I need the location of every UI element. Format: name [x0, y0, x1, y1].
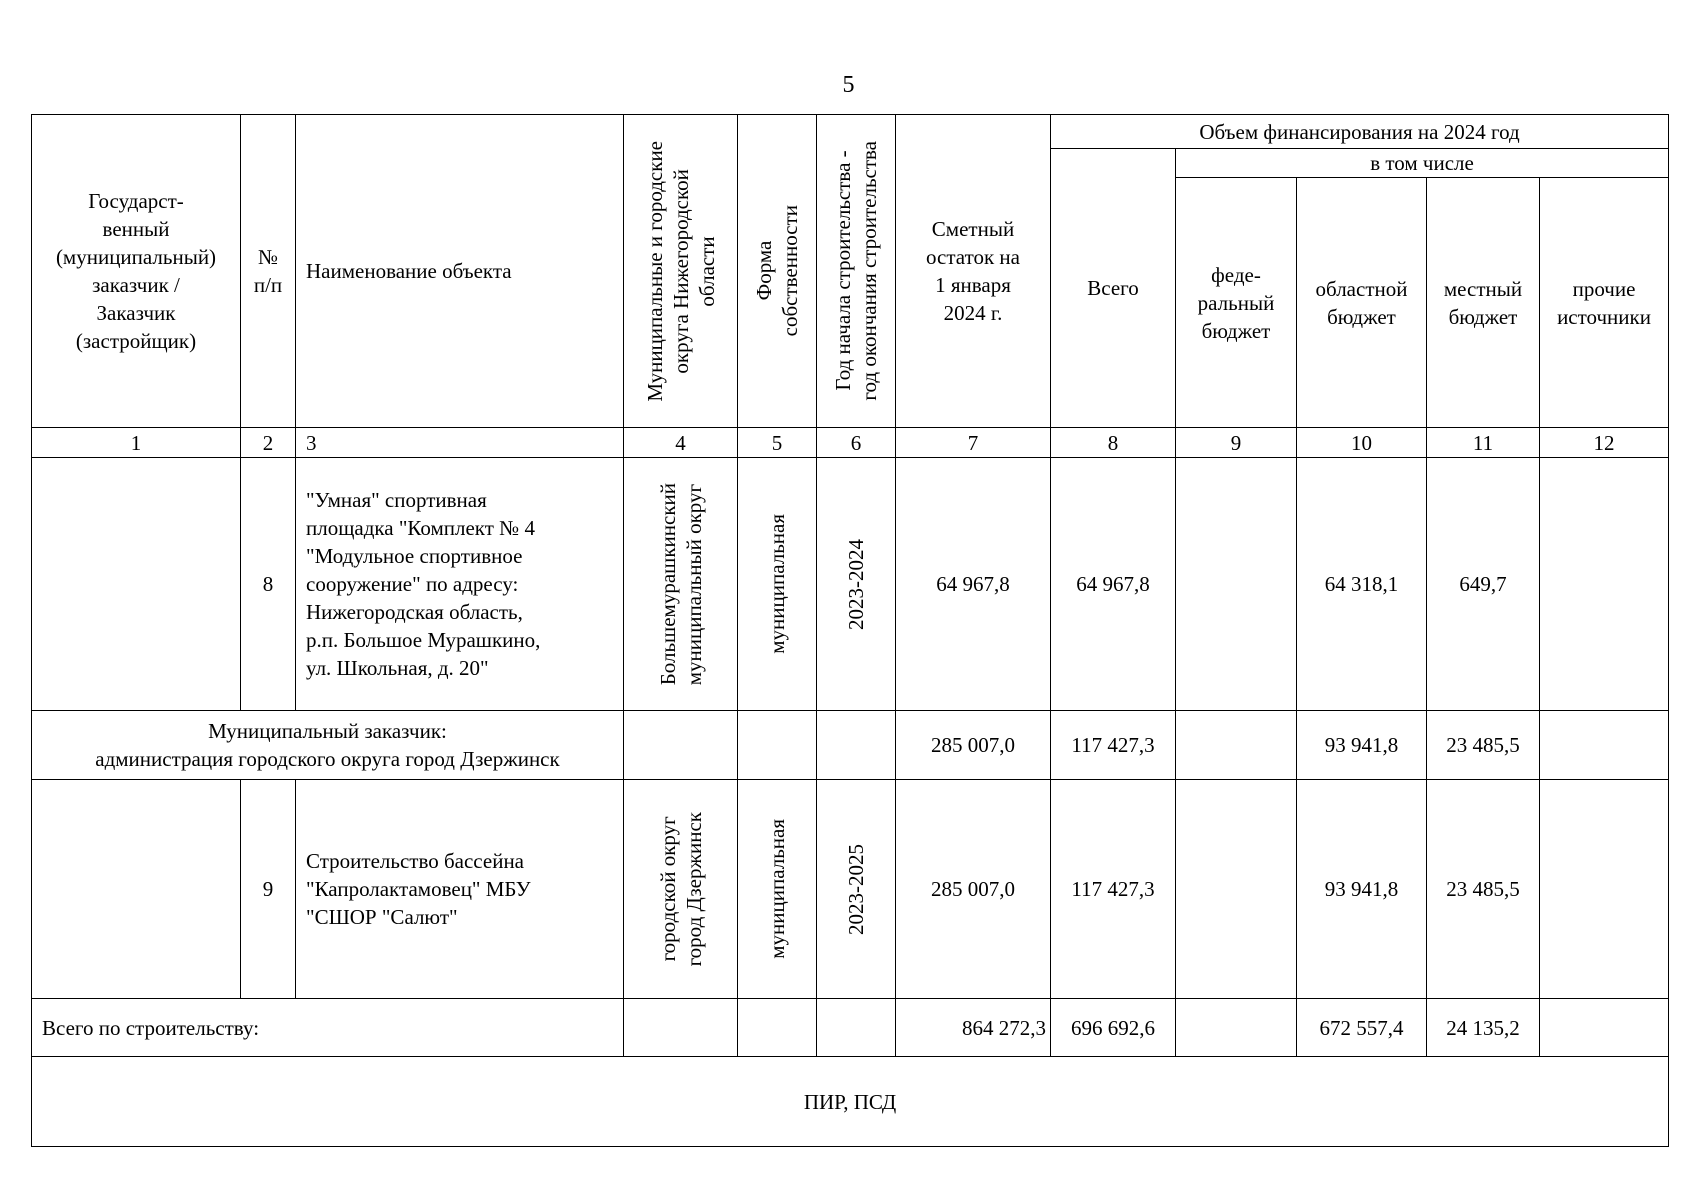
- column-number: 9: [1176, 428, 1297, 458]
- column-number: 2: [241, 428, 296, 458]
- section-pir-row: [32, 1057, 1669, 1147]
- table-row-9: [32, 780, 1669, 999]
- customer-dzerzhinsk-empty: [624, 711, 738, 780]
- row-9-years-text: 2023-2025: [844, 843, 868, 935]
- header-years: [817, 115, 896, 428]
- row-9-municipality: [624, 780, 738, 999]
- construction-total-empty: [817, 999, 896, 1057]
- customer-dzerzhinsk-label: Муниципальный заказчик: администрация городского округа город Дзержинск: [32, 711, 624, 780]
- row-9-other: [1540, 780, 1669, 999]
- construction-total-local: 24 135,2: [1427, 999, 1540, 1057]
- customer-dzerzhinsk-other: [1540, 711, 1669, 780]
- customer-dzerzhinsk-federal: [1176, 711, 1297, 780]
- row-9-ownership-text: муниципальная: [765, 819, 789, 959]
- row-8-regional: 64 318,1: [1297, 458, 1427, 711]
- row-8-federal: [1176, 458, 1297, 711]
- row-9-municipality-text: городской округ город Дзержинск: [655, 811, 706, 967]
- header-customer: Государст- венный (муниципальный) заказчик / Заказчик (застройщик): [32, 115, 241, 428]
- row-9-federal: [1176, 780, 1297, 999]
- header-regional: областной бюджет: [1297, 178, 1427, 428]
- row-8-municipality-text: Большемурашкинский муниципальный округ: [655, 482, 706, 686]
- row-8-other: [1540, 458, 1669, 711]
- construction-total-empty: [738, 999, 817, 1057]
- row-8-customer: [32, 458, 241, 711]
- row-9-ownership: [738, 780, 817, 999]
- header-including: в том числе: [1176, 149, 1669, 178]
- row-9-years: [817, 780, 896, 999]
- column-number: 8: [1051, 428, 1176, 458]
- header-other: прочие источники: [1540, 178, 1669, 428]
- column-number: 12: [1540, 428, 1669, 458]
- construction-total-federal: [1176, 999, 1297, 1057]
- header-total: Всего: [1051, 149, 1176, 428]
- row-8-ownership-text: муниципальная: [765, 514, 789, 654]
- customer-dzerzhinsk-row: [32, 711, 1669, 780]
- row-8-total: 64 967,8: [1051, 458, 1176, 711]
- construction-total-total: 696 692,6: [1051, 999, 1176, 1057]
- column-number: 11: [1427, 428, 1540, 458]
- row-9-total: 117 427,3: [1051, 780, 1176, 999]
- construction-total-other: [1540, 999, 1669, 1057]
- customer-dzerzhinsk-local: 23 485,5: [1427, 711, 1540, 780]
- section-pir-label: ПИР, ПСД: [32, 1057, 1669, 1147]
- row-8-number: 8: [241, 458, 296, 711]
- construction-total-regional: 672 557,4: [1297, 999, 1427, 1057]
- customer-dzerzhinsk-estimate: 285 007,0: [896, 711, 1051, 780]
- row-9-object-name: Строительство бассейна "Капролактамовец" МБУ "СШОР "Салют": [296, 780, 624, 999]
- row-9-customer: [32, 780, 241, 999]
- customer-dzerzhinsk-total: 117 427,3: [1051, 711, 1176, 780]
- header-row-1: [32, 115, 1669, 149]
- row-8-estimate: 64 967,8: [896, 458, 1051, 711]
- row-8-years-text: 2023-2024: [844, 538, 868, 630]
- financing-table: [31, 114, 1669, 1147]
- construction-total-estimate: 864 272,3: [896, 999, 1051, 1057]
- header-funding-volume: Объем финансирования на 2024 год: [1051, 115, 1669, 149]
- column-number: 4: [624, 428, 738, 458]
- row-8-ownership: [738, 458, 817, 711]
- header-estimate-balance: Сметный остаток на 1 января 2024 г.: [896, 115, 1051, 428]
- header-municipalities: [624, 115, 738, 428]
- customer-dzerzhinsk-empty: [738, 711, 817, 780]
- customer-dzerzhinsk-empty: [817, 711, 896, 780]
- column-number: 1: [32, 428, 241, 458]
- table-row-8: [32, 458, 1669, 711]
- page-number: 5: [842, 72, 855, 98]
- row-8-years: [817, 458, 896, 711]
- header-number: № п/п: [241, 115, 296, 428]
- header-federal: феде- ральный бюджет: [1176, 178, 1297, 428]
- construction-total-label: Всего по строительству:: [32, 999, 624, 1057]
- column-numbers-row: [32, 428, 1669, 458]
- header-ownership: [738, 115, 817, 428]
- column-number: 3: [296, 428, 624, 458]
- row-8-municipality: [624, 458, 738, 711]
- row-9-number: 9: [241, 780, 296, 999]
- construction-total-row: [32, 999, 1669, 1057]
- row-9-regional: 93 941,8: [1297, 780, 1427, 999]
- header-ownership-text: Форма собственности: [752, 205, 802, 337]
- column-number: 6: [817, 428, 896, 458]
- column-number: 5: [738, 428, 817, 458]
- column-number: 10: [1297, 428, 1427, 458]
- row-8-object-name: "Умная" спортивная площадка "Комплект № 4 "Модульное спортивное сооружение" по адресу: Нижегородская область, р.п. Большое Мурашкино, ул. Школьная, д. 20": [296, 458, 624, 711]
- row-9-local: 23 485,5: [1427, 780, 1540, 999]
- construction-total-empty: [624, 999, 738, 1057]
- header-object-name: Наименование объекта: [296, 115, 624, 428]
- customer-dzerzhinsk-regional: 93 941,8: [1297, 711, 1427, 780]
- header-municipalities-text: Муниципальные и городские округа Нижегородской области: [642, 140, 719, 402]
- column-number: 7: [896, 428, 1051, 458]
- header-local: местный бюджет: [1427, 178, 1540, 428]
- row-9-estimate: 285 007,0: [896, 780, 1051, 999]
- header-years-text: Год начала строительства - год окончания строительства: [831, 141, 881, 401]
- row-8-local: 649,7: [1427, 458, 1540, 711]
